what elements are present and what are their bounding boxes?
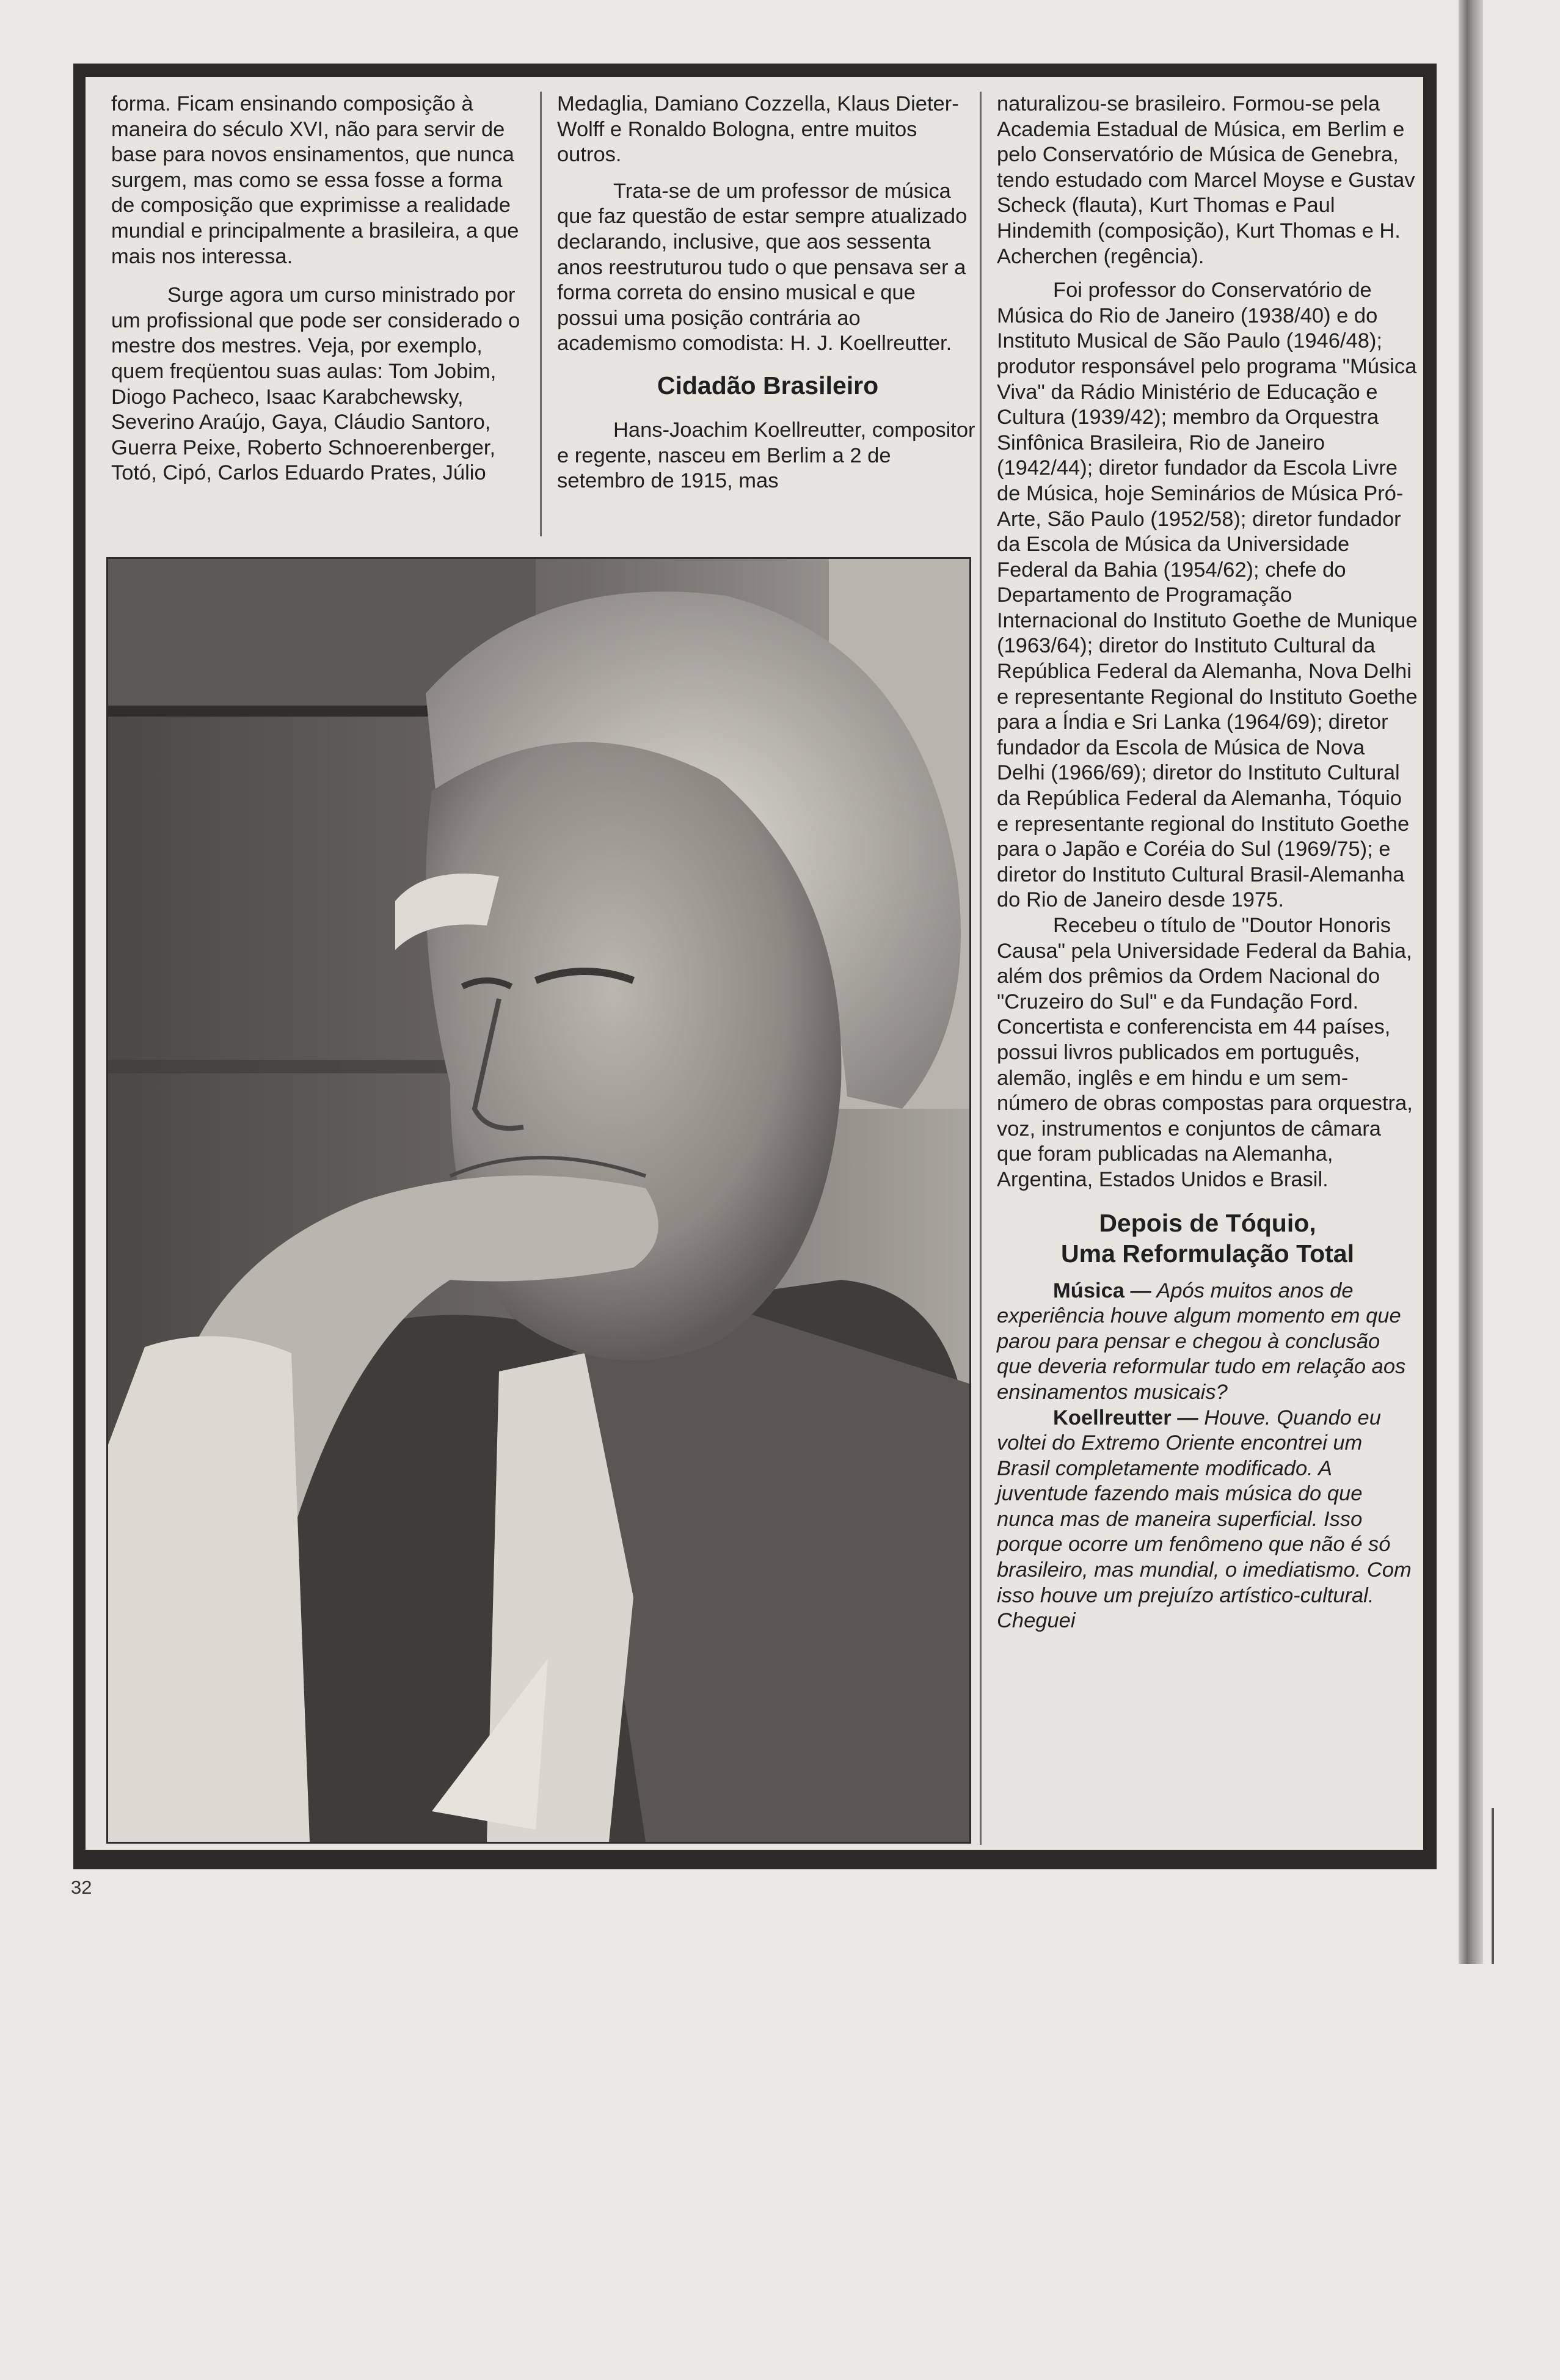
- text-column-2: [557, 92, 979, 494]
- answer-text: Houve. Quando eu voltei do Extremo Oriente encontrei um Brasil completamente modificado. A juventude fazendo mais música do que nunca mas de maneira superficial. Isso porque ocorre um fenômeno que não é só brasileiro, mas mundial, o imediatismo. Com isso houve um prejuízo artístico-cultural. Cheguei: [997, 1406, 1412, 1633]
- section-heading: Cidadão Brasileiro: [657, 371, 879, 400]
- question-text: Após muitos anos de experiência houve algum momento em que parou para pensar e chegou à conclusão que deveria reformular tudo em relação aos ensinamentos musicais?: [997, 1279, 1406, 1404]
- portrait-photo: [106, 557, 971, 1844]
- heading-line: Uma Reformulação Total: [1061, 1239, 1354, 1268]
- column-rule-left: [540, 92, 542, 536]
- paragraph: naturalizou-se brasileiro. Formou-se pela Academia Estadual de Música, em Berlim e pelo Conservatório de Música de Genebra, tendo estudado com Marcel Moyse e Gustav Scheck (flauta), Kurt Thomas e Paul Hindemith (composição), Kurt Thomas e H. Acherchen (regência).: [997, 92, 1415, 268]
- paragraph: Trata-se de um professor de música que faz questão de estar sempre atualizado declarando, inclusive, que aos sessenta anos reestruturou tudo o que pensava ser a forma correta do ensino musical e que possui uma posição contrária ao academismo comodista: H. J. Koellreutter.: [557, 179, 968, 356]
- interview-answer: [997, 1406, 1418, 1634]
- interview-question: [997, 1279, 1418, 1406]
- page-number: 32: [71, 1877, 92, 1898]
- interview-text: [997, 1279, 1418, 1634]
- paragraph: Surge agora um curso ministrado por um profissional que pode ser considerado o mestre dos mestres. Veja, por exemplo, quem freqüentou suas aulas: Tom Jobim, Diogo Pacheco, Isaac Karabchewsky, Severino Araújo, Gaya, Cláudio Santoro, Guerra Peixe, Roberto Schnoerenberger, Totó, Cipó, Carlos Eduardo Prates, Júlio: [111, 283, 520, 485]
- paragraph: Recebeu o título de "Doutor Honoris Causa" pela Universidade Federal da Bahia, além dos prêmios da Ordem Nacional do "Cruzeiro do Sul" e da Fundação Ford. Concertista e conferencista em 44 países, possui livros publicados em português, alemão, inglês e em hindu e um sem-número de obras compostas para orquestra, voz, instrumentos e conjuntos de câmara que foram publicadas na Alemanha, Argentina, Estados Unidos e Brasil.: [997, 914, 1413, 1191]
- paragraph: Foi professor do Conservatório de Música do Rio de Janeiro (1938/40) e do Instituto Musical de São Paulo (1946/48); produtor responsável pelo programa "Música Viva" da Rádio Ministério de Educação e Cultura (1939/42); membro da Orquestra Sinfônica Brasileira, Rio de Janeiro (1942/44); diretor fundador da Escola Livre de Música, hoje Seminários de Música Pró-Arte, São Paulo (1952/58); diretor fundador da Escola de Música da Universidade Federal da Bahia (1954/62); chefe do Departamento de Programação Internacional do Instituto Goethe de Munique (1963/64); diretor do Instituto Cultural da República Federal da Alemanha, Nova Delhi e representante Regional do Instituto Goethe para a Índia e Sri Lanka (1964/69); diretor fundador da Escola de Música de Nova Delhi (1966/69); diretor do Instituto Cultural da República Federal da Alemanha, Tóquio e representante regional do Instituto Goethe para o Japão e Coréia do Sul (1969/75); e diretor do Instituto Cultural Brasil-Alemanha do Rio de Janeiro desde 1975.: [997, 279, 1418, 912]
- paragraph: Medaglia, Damiano Cozzella, Klaus Dieter-Wolff e Ronaldo Bologna, entre muitos outros.: [557, 92, 959, 167]
- speaker-label: Koellreutter —: [1053, 1406, 1198, 1429]
- text-column-3: [997, 92, 1418, 1634]
- column-rule-right: [980, 92, 982, 1845]
- binding-spine-shadow: [1459, 0, 1483, 1964]
- binding-edge-line: [1492, 1808, 1494, 1964]
- paragraph: forma. Ficam ensinando composição à maneira do século XVI, não para servir de base para novos ensinamentos, que nunca surgem, mas como se essa fosse a forma de composição que exprimisse a realidade mundial e principalmente a brasileira, a que mais nos interessa.: [111, 92, 519, 268]
- portrait-illustration: [108, 559, 969, 1842]
- speaker-label: Música —: [1053, 1279, 1152, 1302]
- paragraph: Hans-Joachim Koellreutter, compositor e regente, nasceu em Berlim a 2 de setembro de 1915, mas: [557, 418, 975, 493]
- heading-line: Depois de Tóquio,: [1099, 1208, 1316, 1237]
- interview-heading: [997, 1208, 1418, 1269]
- text-column-1: [111, 92, 527, 486]
